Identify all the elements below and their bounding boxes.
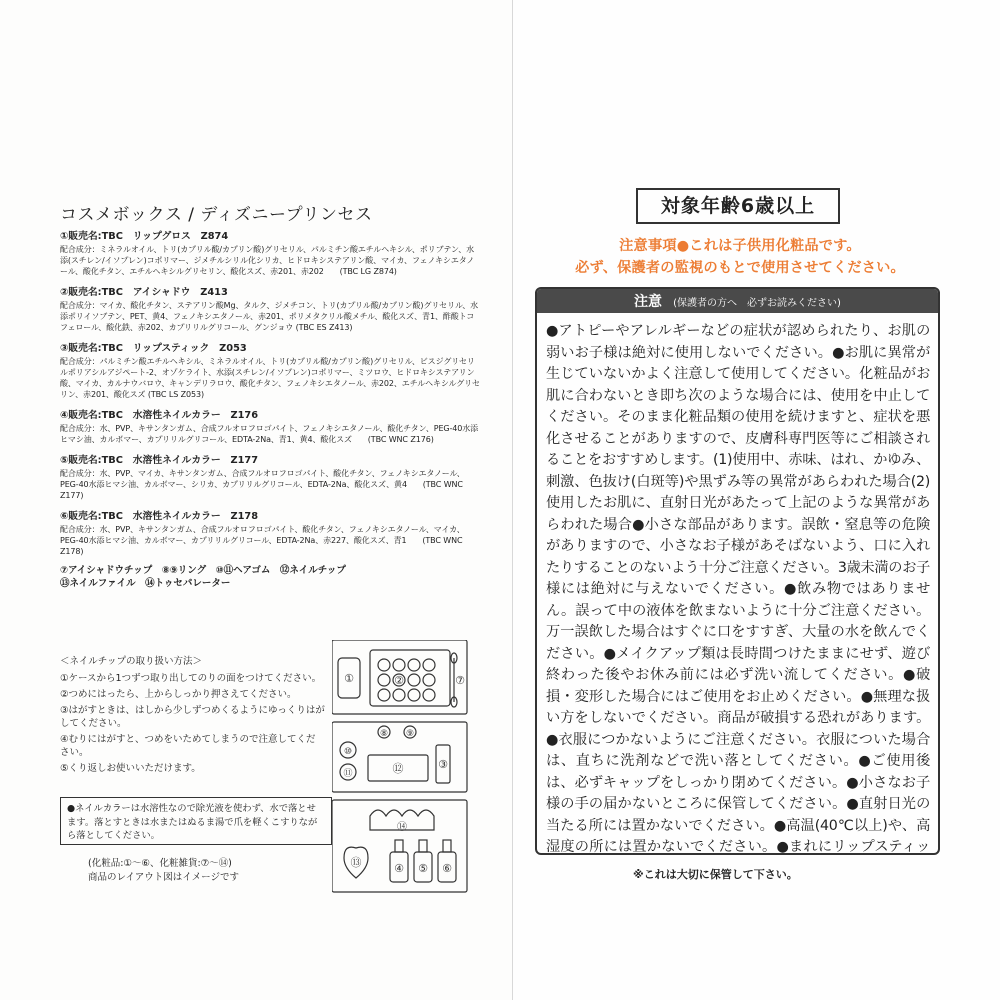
- diagram-label: ④: [394, 862, 404, 875]
- tray-bottom: [332, 800, 467, 892]
- precautions-text: ●アトピーやアレルギーなどの症状が認められたり、お肌の弱いお子様は絶対に使用しないでください。●お肌に異常が生じていないかよく注意して使用してください。化粧品がお肌に合わないとき即ち次のような場合には、使用を中止してください。そのまま化粧品類の使用を続けますと、症状を悪化させることがありますので、皮膚科専門医等にご相談されることをおすすめします。(1)使用中、赤味、はれ、かゆみ、刺激、色抜け(白斑等)や黒ずみ等の異常があらわれた場合(2)使用したお肌に、直射日光があたって上記のような異常があらわれた場合●小さな部品があります。誤飲・窒息等の危険がありますので、小さなお子様があそばないよう、口に入れたりすることのないよう十分ご注意ください。3歳未満のお子様には絶対に与えないでください。●飲み物ではありません。誤って中の液体を飲まないように十分ご注意ください。万一誤飲した場合はすぐに口をすすぎ、大量の水を飲んでください。●メイクアップ類は長時間つけたままにせず、遊び終わった後やお休み前には必ず洗い流してください。●破損・変形した場合にはご使用をお止めください。●無理な扱い方をしないでください。商品が破損する恐れがあります。●衣服につかないようにご注意ください。衣服についた場合は、直ちに洗剤などで洗い落としてください。●ご使用後は、必ずキャップをしっかり閉めてください。●小さなお子様の手の届かないところに保管してください。●直射日光の当たる所には置かないでください。●高温(40℃以上)や、高湿度の所には置かないでください。●まれにリップスティッ: [546, 323, 930, 855]
- product-name: ②販売名:TBC アイシャドウ Z413: [60, 287, 228, 298]
- diagram-label: ①: [344, 672, 354, 685]
- diagram-label: ⑤: [418, 862, 428, 875]
- product-1: [60, 228, 480, 277]
- product-5: [60, 452, 480, 501]
- nail-step: ①ケースから1つずつ取り出してのりの面をつけてください。: [60, 673, 322, 684]
- diagram-label: ⑨: [405, 729, 415, 739]
- product-name: ④販売名:TBC 水溶性ネイルカラー Z176: [60, 410, 259, 421]
- layout-note: 商品のレイアウト図はイメージです: [88, 872, 239, 883]
- diagram-label: ⑭: [397, 822, 407, 833]
- diagram-label: ⑦: [455, 674, 465, 687]
- diagram-label: ②: [394, 674, 404, 687]
- precautions-title: 注意: [634, 294, 663, 310]
- nail-title: ＜ネイルチップの取り扱い方法＞: [60, 656, 203, 667]
- product-ingredients: 配合成分：水、PVP、キサンタンガム、合成フルオロフロゴパイト、酸化チタン、フェノキシエタノール、マイカ、PEG-40水添ヒマシ油、カルボマー、カプリリルグリコール、EDTA-2Na、赤227、酸化スズ、青1 (TBC WNC Z178): [60, 525, 465, 556]
- nail-step: ②つめにはったら、上からしっかり押さえてください。: [60, 689, 297, 700]
- product-6: [60, 508, 480, 557]
- nail-color-notice: ●ネイルカラーは水溶性なので除光液を使わず、水で落とせます。落とすときは水またはぬるま湯で爪を軽くこすりながら落としてください。: [60, 797, 332, 845]
- diagram-label: ⑫: [392, 762, 404, 775]
- product-name: ③販売名:TBC リップスティック Z053: [60, 343, 247, 354]
- diagram-label: ⑬: [350, 856, 362, 869]
- product-4: [60, 407, 480, 445]
- product-name: ⑥販売名:TBC 水溶性ネイルカラー Z178: [60, 511, 259, 522]
- caution-line-1: 注意事項●これは子供用化粧品です。: [619, 238, 861, 254]
- accessory-list: [60, 564, 480, 590]
- accessory-line: ⑦アイシャドウチップ ⑧⑨リング ⑩⑪ヘアゴム ⑫ネイルチップ: [60, 565, 346, 576]
- product-list: [60, 228, 480, 590]
- product-2: [60, 284, 480, 333]
- page-title: コスメボックス / ディズニープリンセス: [60, 205, 373, 225]
- product-ingredients: 配合成分：水、PVP、キサンタンガム、合成フルオロフロゴパイト、フェノキシエタノール、酸化チタン、PEG-40水添ヒマシ油、カルボマー、カプリリルグリコール、EDTA-2Na、青1、黄4、酸化スズ (TBC WNC Z176): [60, 424, 479, 444]
- product-name: ⑤販売名:TBC 水溶性ネイルカラー Z177: [60, 455, 259, 466]
- footnote: [88, 857, 239, 885]
- age-badge: 対象年齢6歳以上: [636, 188, 840, 224]
- nail-step: ⑤くり返しお使いいただけます。: [60, 763, 201, 774]
- nail-step: ③はがすときは、はしから少しずつめくるようにゆっくりはがしてください。: [60, 705, 325, 729]
- product-ingredients: 配合成分：水、PVP、マイカ、キサンタンガム、合成フルオロフロゴパイト、酸化チタン、フェノキシエタノール、PEG-40水添ヒマシ油、カルボマー、シリカ、カプリリルグリコール、EDTA-2Na、酸化スズ、黄4 (TBC WNC Z177): [60, 469, 465, 500]
- accessory-line: ⑬ネイルファイル ⑭トゥセパレーター: [60, 578, 231, 589]
- precautions-header: [537, 289, 938, 313]
- nail-step: ④むりにはがすと、つめをいためてしまうので注意してください。: [60, 734, 316, 758]
- product-ingredients: 配合成分：マイカ、酸化チタン、ステアリン酸Mg、タルク、ジメチコン、トリ(カプリル酸/カプリン酸)グリセリル、水添ポリイソブテン、PET、黄4、フェノキシエタノール、赤201、ポリメタクリル酸メチル、酸化スズ、青1、酢酸トコフェロール、酸化鉄、赤202、カプリリルグリコール、グンジョウ (TBC ES Z413): [60, 301, 479, 332]
- precautions-box: [535, 287, 940, 855]
- eyeshadow-palette: [370, 650, 450, 706]
- diagram-label: ③: [438, 758, 448, 771]
- category-note: (化粧品:①〜⑥、化粧雑貨:⑦〜⑭): [88, 858, 232, 869]
- product-name: ①販売名:TBC リップグロス Z874: [60, 231, 229, 242]
- product-3: [60, 340, 480, 400]
- layout-diagram: [332, 640, 480, 895]
- caution-line-2: 必ず、保護者の監視のもとで使用させてください。: [575, 260, 905, 276]
- product-ingredients: 配合成分：ミネラルオイル、トリ(カプリル酸/カプリン酸)グリセリル、パルミチン酸エチルヘキシル、ポリブテン、水添(スチレン/イソプレン)コポリマー、ジメチルシリル化シリカ、ヒドロキシステアリン酸、マイカ、フェノキシエタノール、酸化チタン、エチルヘキシルグリセリン、酸化スズ、赤201、赤202 (TBC LG Z874): [60, 245, 475, 276]
- precautions-subtitle: (保護者の方へ 必ずお読みください): [673, 298, 841, 309]
- diagram-label: ⑥: [442, 862, 452, 875]
- diagram-label: ⑪: [343, 769, 353, 779]
- keep-note: ※これは大切に保管して下さい。: [633, 868, 798, 881]
- nail-tip-instructions: [60, 655, 325, 778]
- diagram-label: ⑧: [379, 729, 389, 739]
- diagram-label: ⑩: [343, 747, 353, 757]
- product-ingredients: 配合成分：パルミチン酸エチルヘキシル、ミネラルオイル、トリ(カプリル酸/カプリン酸)グリセリル、ビスジグリセリルポリアシルアジペート-2、オゾケライト、水添(スチレン/イソプレン)コポリマー、ミツロウ、ヒドロキシステアリン酸、マイカ、カルナウバロウ、キャンデリラロウ、酸化チタン、フェノキシエタノール、赤202、エチルヘキシルグリセリン、赤201、酸化スズ (TBC LS Z053): [60, 357, 480, 399]
